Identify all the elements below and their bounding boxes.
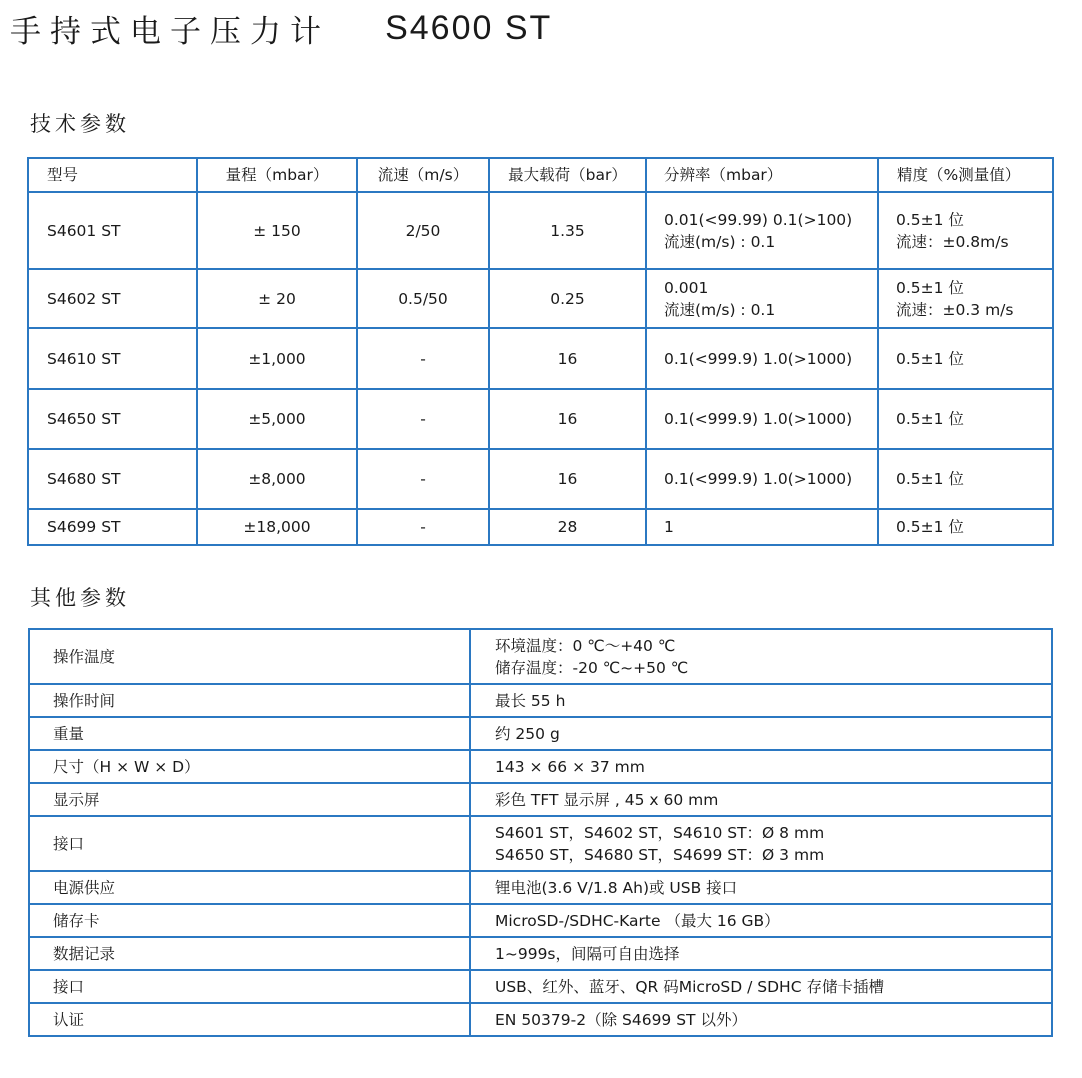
table-row <box>29 904 1052 937</box>
param-value-line: S4601 ST，S4602 ST，S4610 ST：Ø 8 mm <box>495 823 825 842</box>
param-value-line: 锂电池(3.6 V/1.8 Ah)或 USB 接口 <box>495 878 738 897</box>
resolution-cell <box>646 328 878 389</box>
column-header: 分辨率（mbar） <box>646 158 878 192</box>
flow-cell: - <box>357 509 489 545</box>
param-value-line: 储存温度：-20 ℃~+50 ℃ <box>495 658 689 677</box>
max-load-cell: 1.35 <box>489 192 646 269</box>
model-cell: S4610 ST <box>28 328 197 389</box>
param-label: 数据记录 <box>29 937 470 970</box>
accuracy-cell-line: 流速：±0.3 m/s <box>896 300 1014 319</box>
range-cell: ±1,000 <box>197 328 357 389</box>
range-cell: ±5,000 <box>197 389 357 449</box>
spec-section-heading: 技术参数 <box>30 112 130 136</box>
table-row <box>29 750 1052 783</box>
param-label: 接口 <box>29 816 470 871</box>
resolution-cell <box>646 509 878 545</box>
resolution-cell-line: 流速(m/s) : 0.1 <box>664 300 776 319</box>
flow-cell: - <box>357 328 489 389</box>
model-cell: S4601 ST <box>28 192 197 269</box>
column-header: 精度（%测量值） <box>878 158 1053 192</box>
param-value-line: S4650 ST，S4680 ST，S4699 ST：Ø 3 mm <box>495 845 825 864</box>
param-value-line: 约 250 g <box>495 724 560 743</box>
resolution-cell <box>646 269 878 328</box>
accuracy-cell <box>878 269 1053 328</box>
model-cell: S4602 ST <box>28 269 197 328</box>
max-load-cell: 16 <box>489 328 646 389</box>
param-value-line: 143 × 66 × 37 mm <box>495 757 645 776</box>
max-load-cell: 16 <box>489 449 646 509</box>
param-value <box>470 871 1052 904</box>
accuracy-cell <box>878 389 1053 449</box>
table-row <box>29 1003 1052 1036</box>
resolution-cell-line: 流速(m/s) : 0.1 <box>664 232 776 251</box>
accuracy-cell-line: 0.5±1 位 <box>896 470 964 488</box>
param-value <box>470 629 1052 684</box>
param-label: 认证 <box>29 1003 470 1036</box>
param-value <box>470 750 1052 783</box>
flow-cell: 0.5/50 <box>357 269 489 328</box>
max-load-cell: 0.25 <box>489 269 646 328</box>
param-value-line: 1~999s，间隔可自由选择 <box>495 944 680 963</box>
table-row <box>29 937 1052 970</box>
param-value <box>470 1003 1052 1036</box>
column-header: 型号 <box>28 158 197 192</box>
param-value <box>470 970 1052 1003</box>
other-section-heading: 其他参数 <box>30 586 130 610</box>
param-label: 储存卡 <box>29 904 470 937</box>
spec-table-header <box>28 158 1053 192</box>
range-cell: ±18,000 <box>197 509 357 545</box>
table-row <box>28 389 1053 449</box>
column-header: 流速（m/s） <box>357 158 489 192</box>
accuracy-cell <box>878 192 1053 269</box>
resolution-cell-line: 1 <box>664 518 674 536</box>
resolution-cell-line: 0.01(<99.99) 0.1(>100) <box>664 210 853 229</box>
model-cell: S4650 ST <box>28 389 197 449</box>
resolution-cell <box>646 192 878 269</box>
product-model: S4600 ST <box>385 9 553 47</box>
param-value <box>470 937 1052 970</box>
table-row <box>29 717 1052 750</box>
param-value-line: 彩色 TFT 显示屏 , 45 x 60 mm <box>495 790 719 809</box>
accuracy-cell <box>878 449 1053 509</box>
product-title: 手持式电子压力计 <box>10 14 330 50</box>
other-table <box>28 628 1053 1037</box>
spec-table <box>27 157 1054 546</box>
param-value-line: MicroSD-/SDHC-Karte （最大 16 GB） <box>495 911 780 930</box>
accuracy-cell <box>878 509 1053 545</box>
accuracy-cell-line: 流速：±0.8m/s <box>896 232 1009 251</box>
table-row <box>29 871 1052 904</box>
accuracy-cell-line: 0.5±1 位 <box>896 349 964 368</box>
param-label: 尺寸（H × W × D） <box>29 750 470 783</box>
param-value <box>470 684 1052 717</box>
accuracy-cell-line: 0.5±1 位 <box>896 278 964 297</box>
resolution-cell-line: 0.1(<999.9) 1.0(>1000) <box>664 349 853 368</box>
column-header: 最大载荷（bar） <box>489 158 646 192</box>
table-row <box>29 783 1052 816</box>
max-load-cell: 16 <box>489 389 646 449</box>
table-row <box>28 328 1053 389</box>
param-value <box>470 717 1052 750</box>
flow-cell: - <box>357 389 489 449</box>
param-value-line: 环境温度：0 ℃～+40 ℃ <box>495 636 676 655</box>
resolution-cell-line: 0.1(<999.9) 1.0(>1000) <box>664 470 853 488</box>
param-value-line: EN 50379-2（除 S4699 ST 以外） <box>495 1010 747 1029</box>
table-row <box>28 192 1053 269</box>
range-cell: ± 20 <box>197 269 357 328</box>
table-row <box>28 449 1053 509</box>
range-cell: ±8,000 <box>197 449 357 509</box>
param-label: 显示屏 <box>29 783 470 816</box>
param-value-line: USB、红外、蓝牙、QR 码MicroSD / SDHC 存储卡插槽 <box>495 977 884 996</box>
accuracy-cell-line: 0.5±1 位 <box>896 518 964 536</box>
table-row <box>29 816 1052 871</box>
param-label: 操作时间 <box>29 684 470 717</box>
flow-cell: - <box>357 449 489 509</box>
param-value <box>470 816 1052 871</box>
resolution-cell-line: 0.001 <box>664 278 709 297</box>
table-row <box>28 269 1053 328</box>
table-row <box>29 970 1052 1003</box>
param-label: 重量 <box>29 717 470 750</box>
model-cell: S4680 ST <box>28 449 197 509</box>
param-value <box>470 783 1052 816</box>
param-value <box>470 904 1052 937</box>
resolution-cell-line: 0.1(<999.9) 1.0(>1000) <box>664 410 853 428</box>
flow-cell: 2/50 <box>357 192 489 269</box>
accuracy-cell-line: 0.5±1 位 <box>896 210 964 229</box>
param-label: 操作温度 <box>29 629 470 684</box>
column-header: 量程（mbar） <box>197 158 357 192</box>
model-cell: S4699 ST <box>28 509 197 545</box>
param-label: 接口 <box>29 970 470 1003</box>
resolution-cell <box>646 449 878 509</box>
accuracy-cell <box>878 328 1053 389</box>
range-cell: ± 150 <box>197 192 357 269</box>
max-load-cell: 28 <box>489 509 646 545</box>
page-title <box>10 6 552 50</box>
accuracy-cell-line: 0.5±1 位 <box>896 410 964 428</box>
resolution-cell <box>646 389 878 449</box>
table-row <box>29 684 1052 717</box>
param-value-line: 最长 55 h <box>495 691 566 710</box>
table-row <box>29 629 1052 684</box>
table-row <box>28 509 1053 545</box>
param-label: 电源供应 <box>29 871 470 904</box>
